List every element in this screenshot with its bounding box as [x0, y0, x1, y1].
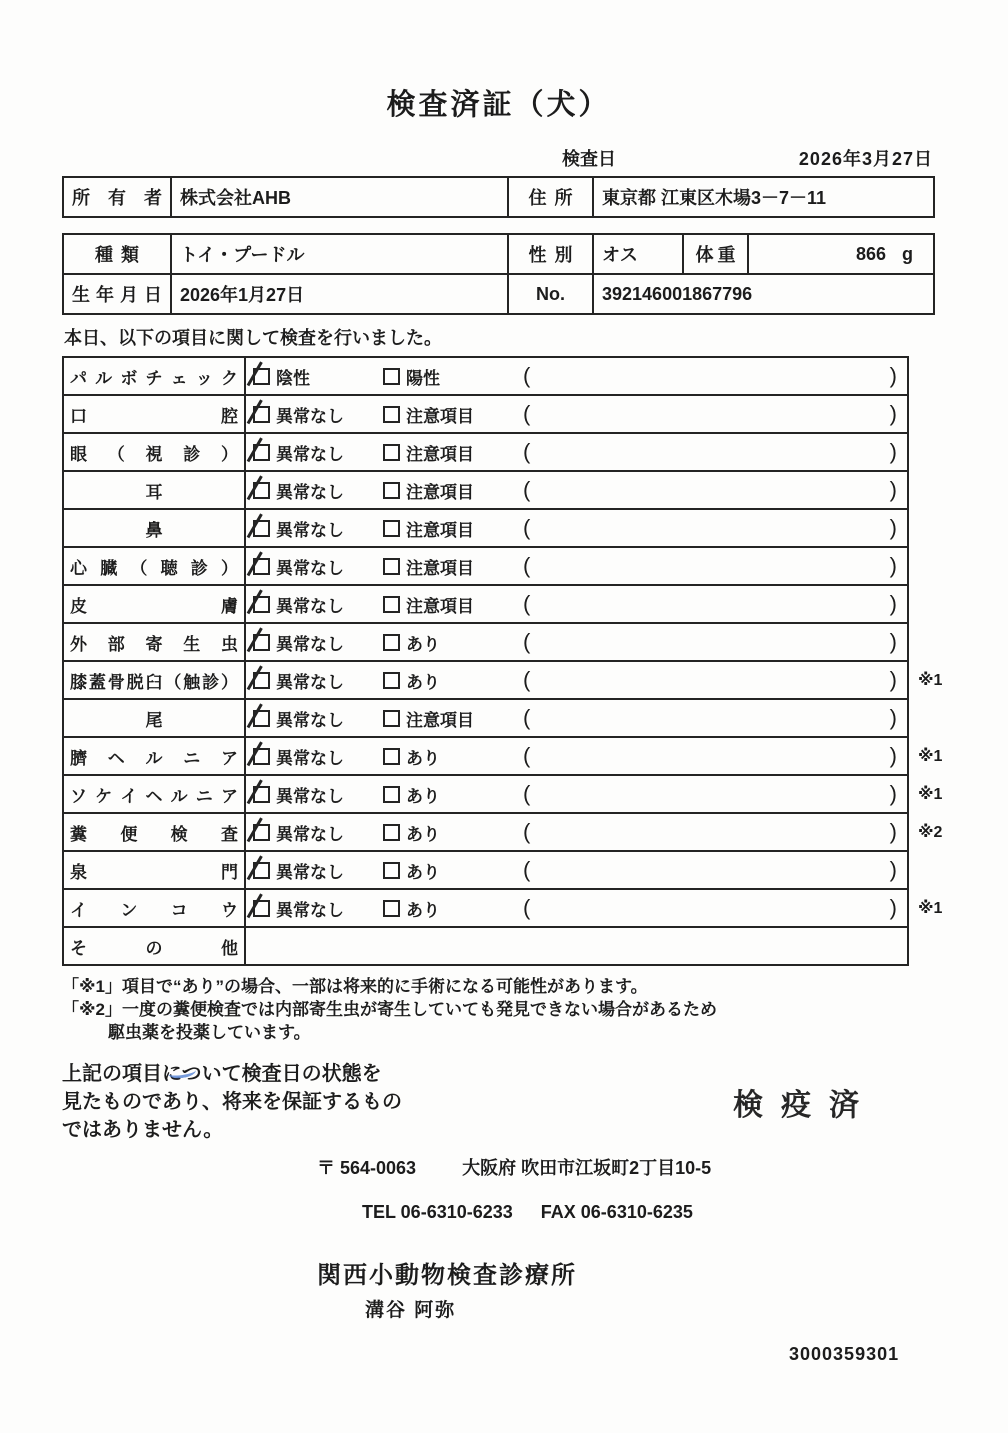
paren-close-char: )	[889, 515, 897, 540]
checklist-row-label: そ の 他	[64, 928, 246, 964]
checkbox-unchecked-icon	[383, 596, 400, 613]
checklist-row-label: 皮 膚	[64, 586, 246, 622]
paren-close-char: )	[889, 819, 897, 844]
checkbox-unchecked-icon	[383, 710, 400, 727]
checklist-option-1	[253, 668, 383, 693]
checkbox-unchecked-icon	[383, 786, 400, 803]
checkbox-unchecked-icon	[383, 558, 400, 575]
paren-close-char: )	[889, 477, 897, 502]
checklist-row-body	[246, 700, 907, 736]
paren-open-char: (	[523, 401, 531, 426]
checklist-option-1-label: 異常なし	[276, 672, 344, 692]
checkbox-checked-icon	[253, 786, 270, 803]
checklist-option-2-label: 注意項目	[406, 558, 474, 578]
checklist-option-2	[383, 668, 513, 693]
paren-open-char: (	[523, 439, 531, 464]
checkbox-checked-icon	[253, 672, 270, 689]
checklist-option-1	[253, 402, 383, 427]
checklist-row-label: 眼 （ 視 診 ）	[64, 434, 246, 470]
owner-table	[62, 176, 935, 218]
checklist-option-2-label: あり	[406, 672, 440, 692]
clinic-address-row	[317, 1154, 935, 1180]
checklist-row	[64, 850, 907, 888]
breed-value: トイ・プードル	[170, 235, 507, 273]
checklist-option-2	[383, 478, 513, 503]
checklist-row	[64, 660, 943, 698]
checklist-option-2	[383, 592, 513, 617]
disclaimer-statement	[62, 1060, 502, 1144]
birth-row	[64, 273, 933, 313]
paren-close-char: )	[889, 439, 897, 464]
checklist-option-2	[383, 858, 513, 883]
checklist-row	[64, 888, 943, 926]
paren-close-char: )	[889, 895, 897, 920]
checkbox-checked-icon	[253, 444, 270, 461]
checkbox-checked-icon	[253, 596, 270, 613]
checklist-row	[64, 470, 907, 508]
checkbox-checked-icon	[253, 406, 270, 423]
checkbox-unchecked-icon	[383, 824, 400, 841]
checklist-row	[64, 926, 907, 964]
row-reference-note: ※1	[918, 900, 943, 917]
inspection-date-label: 検査日	[562, 149, 616, 169]
checkbox-checked-icon	[253, 710, 270, 727]
checklist-option-1-label: 異常なし	[276, 444, 344, 464]
checklist-row-body	[246, 358, 907, 394]
quarantine-stamp: 検疫済	[733, 1089, 877, 1123]
paren-close-char: )	[889, 743, 897, 768]
breed-label: 種類	[95, 245, 147, 265]
checklist-option-1-label: 異常なし	[276, 824, 344, 844]
checklist-option-2-label: 陽性	[406, 368, 440, 388]
page-title: 検査済証（犬）	[386, 89, 611, 121]
checklist-option-2-label: あり	[406, 900, 440, 920]
checklist-option-1-label: 異常なし	[276, 748, 344, 768]
clinic-tel: TEL 06-6310-6233	[362, 1202, 513, 1223]
checklist-option-1	[253, 554, 383, 579]
checklist-option-2-label: 注意項目	[406, 406, 474, 426]
paren-open-char: (	[523, 781, 531, 806]
checklist-row-body	[246, 434, 907, 470]
document-content	[62, 0, 943, 1365]
checkbox-unchecked-icon	[383, 672, 400, 689]
paren-open-char: (	[523, 363, 531, 388]
row-reference-note: ※1	[918, 672, 943, 689]
checklist-row-label: 糞 便 検 査	[64, 814, 246, 850]
checkbox-unchecked-icon	[383, 634, 400, 651]
checklist-row	[64, 358, 907, 394]
checklist-row-label: 耳	[64, 472, 246, 508]
checklist-row-label: 鼻	[64, 510, 246, 546]
checkbox-checked-icon	[253, 520, 270, 537]
owner-label: 所 有 者	[72, 188, 162, 208]
birth-label: 生 年 月 日	[72, 285, 162, 305]
checklist-option-1	[253, 744, 383, 769]
no-value: 392146001867796	[592, 275, 933, 313]
checklist-option-1-label: 異常なし	[276, 786, 344, 806]
checklist-row	[64, 394, 907, 432]
checklist-row-body	[246, 396, 907, 432]
checklist-row-body	[246, 624, 907, 660]
paren-open-char: (	[523, 591, 531, 616]
breed-row	[64, 235, 933, 273]
checkbox-checked-icon	[253, 824, 270, 841]
checkbox-checked-icon	[253, 368, 270, 385]
checklist-row-body	[246, 852, 907, 888]
checklist-option-1-label: 異常なし	[276, 862, 344, 882]
checklist-table	[62, 356, 943, 966]
checklist-option-1-label: 異常なし	[276, 482, 344, 502]
weight-value: 866	[855, 243, 886, 264]
footnote-1: 「※1」項目で“あり”の場合、一部は将来的に手術になる可能性があります。	[62, 977, 648, 996]
checklist-option-1-label: 異常なし	[276, 520, 344, 540]
checklist-option-1-label: 異常なし	[276, 596, 344, 616]
checklist-row-label: 心 臓 （ 聴 診 ）	[64, 548, 246, 584]
checklist-option-2	[383, 744, 513, 769]
checklist-option-2	[383, 706, 513, 731]
paren-open-char: (	[523, 705, 531, 730]
row-reference-note: ※1	[918, 748, 943, 765]
checklist-row-label: 泉 門	[64, 852, 246, 888]
checklist-option-2-label: 注意項目	[406, 710, 474, 730]
checklist-row-label: 膝 蓋 骨 脱 臼 （ 触 診 ）	[64, 662, 246, 698]
checkbox-unchecked-icon	[383, 406, 400, 423]
checklist-row-body	[246, 738, 907, 774]
clinic-name: 関西小動物検査診療所	[317, 1262, 577, 1290]
paren-open-char: (	[523, 553, 531, 578]
checklist-option-2-label: 注意項目	[406, 596, 474, 616]
paren-close-char: )	[889, 781, 897, 806]
paren-close-char: )	[889, 591, 897, 616]
checklist-row-label: ソ ケ イ ヘ ル ニ ア	[64, 776, 246, 812]
checklist-option-2	[383, 516, 513, 541]
checklist-option-1	[253, 896, 383, 921]
checklist-option-2	[383, 782, 513, 807]
checkbox-unchecked-icon	[383, 748, 400, 765]
paren-open-char: (	[523, 743, 531, 768]
paren-open-char: (	[523, 895, 531, 920]
checklist-row	[64, 698, 907, 736]
statement-line-3: ではありません。	[62, 1119, 224, 1142]
footnote-2-continued: 駆虫薬を投薬しています。	[108, 1022, 311, 1042]
paren-close-char: )	[889, 857, 897, 882]
checklist-row-label: 臍 ヘ ル ニ ア	[64, 738, 246, 774]
checklist-row-body	[246, 662, 907, 698]
checklist-option-2-label: 注意項目	[406, 482, 474, 502]
checklist-row	[64, 432, 907, 470]
sex-label: 性別	[507, 235, 592, 273]
paren-open-char: (	[523, 857, 531, 882]
clinic-address: 大阪府 吹田市江坂町2丁目10-5	[462, 1158, 712, 1179]
checklist-option-2	[383, 630, 513, 655]
checklist-option-2-label: あり	[406, 748, 440, 768]
checklist-option-2-label: あり	[406, 824, 440, 844]
checklist-row	[64, 508, 907, 546]
checklist-option-1	[253, 478, 383, 503]
checkbox-unchecked-icon	[383, 444, 400, 461]
checklist-option-2-label: 注意項目	[406, 520, 474, 540]
inspection-date-row	[62, 145, 935, 171]
checklist-row-body	[246, 510, 907, 546]
checkbox-unchecked-icon	[383, 482, 400, 499]
footnote-2: 「※2」一度の糞便検査では内部寄生虫が寄生していても発見できない場合があるため	[62, 999, 717, 1019]
checklist-option-1-label: 異常なし	[276, 900, 344, 920]
birth-value: 2026年1月27日	[170, 275, 507, 313]
checkbox-checked-icon	[253, 862, 270, 879]
checklist-row-label: 尾	[64, 700, 246, 736]
statement-line-2: 見たものであり、将来を保証するもの	[62, 1091, 402, 1114]
paren-open-char: (	[523, 819, 531, 844]
checklist-option-1	[253, 592, 383, 617]
checkbox-unchecked-icon	[383, 520, 400, 537]
checklist-option-2	[383, 402, 513, 427]
checklist-option-1-label: 陰性	[276, 368, 310, 388]
footnotes	[62, 976, 935, 1044]
checklist-option-2	[383, 440, 513, 465]
checklist-option-1-label: 異常なし	[276, 558, 344, 578]
checklist-row	[64, 546, 907, 584]
animal-info-table	[62, 233, 935, 315]
checkbox-unchecked-icon	[383, 900, 400, 917]
checklist-option-1	[253, 782, 383, 807]
checklist-option-1	[253, 820, 383, 845]
clinic-contact-row	[362, 1202, 935, 1223]
no-label: No.	[507, 275, 592, 313]
checklist-row	[64, 774, 943, 812]
checkbox-checked-icon	[253, 748, 270, 765]
checklist-row-label: 外 部 寄 生 虫	[64, 624, 246, 660]
checklist-row-label: イ ン コ ウ	[64, 890, 246, 926]
checklist-option-1	[253, 858, 383, 883]
paren-close-char: )	[889, 629, 897, 654]
checklist-option-2-label: あり	[406, 786, 440, 806]
paren-close-char: )	[889, 363, 897, 388]
checklist-row-body	[246, 928, 907, 964]
checklist-row-body	[246, 890, 907, 926]
inspection-date-value: 2026年3月27日	[798, 149, 933, 169]
checkbox-unchecked-icon	[383, 368, 400, 385]
checklist-row-label: 口 腔	[64, 396, 246, 432]
clinic-fax: FAX 06-6310-6235	[540, 1202, 693, 1223]
paren-close-char: )	[889, 667, 897, 692]
sex-value: オス	[592, 235, 682, 273]
checklist-option-2-label: あり	[406, 862, 440, 882]
paren-close-char: )	[889, 401, 897, 426]
weight-label: 体重	[682, 235, 747, 273]
checklist-option-1	[253, 706, 383, 731]
paren-close-char: )	[889, 705, 897, 730]
checklist-option-1-label: 異常なし	[276, 634, 344, 654]
checklist-option-1	[253, 364, 383, 389]
owner-row	[64, 178, 933, 216]
weight-unit: g	[902, 243, 913, 264]
address-value: 東京都 江東区木場3－7－11	[592, 178, 933, 216]
checklist-option-2	[383, 364, 513, 389]
checklist-option-1-label: 異常なし	[276, 406, 344, 426]
checklist-option-2	[383, 820, 513, 845]
checklist-option-2	[383, 896, 513, 921]
checklist-row-body	[246, 586, 907, 622]
checklist-row-body	[246, 776, 907, 812]
paren-open-char: (	[523, 515, 531, 540]
checklist-row	[64, 736, 943, 774]
checklist-option-1	[253, 630, 383, 655]
paren-open-char: (	[523, 477, 531, 502]
checklist-row	[64, 812, 943, 850]
checklist-row	[64, 622, 907, 660]
address-label: 住所	[507, 178, 592, 216]
checkbox-checked-icon	[253, 634, 270, 651]
paren-close-char: )	[889, 553, 897, 578]
checklist-option-2-label: 注意項目	[406, 444, 474, 464]
checklist-row-body	[246, 472, 907, 508]
row-reference-note: ※2	[918, 824, 943, 841]
checklist-option-1	[253, 440, 383, 465]
checklist-option-2-label: あり	[406, 634, 440, 654]
checklist-row-label: パ ル ボ チ ェ ッ ク	[64, 358, 246, 394]
checklist-row	[64, 584, 907, 622]
checklist-row-body	[246, 814, 907, 850]
intro-text: 本日、以下の項目に関して検査を行いました。	[64, 328, 442, 348]
clinic-representative: 溝谷 阿弥	[365, 1300, 457, 1322]
checkbox-checked-icon	[253, 900, 270, 917]
weight-value-cell	[747, 235, 933, 273]
checklist-option-1	[253, 516, 383, 541]
checklist-option-1-label: 異常なし	[276, 710, 344, 730]
document-number: 3000359301	[789, 1344, 900, 1365]
checklist-option-2	[383, 554, 513, 579]
checkbox-unchecked-icon	[383, 862, 400, 879]
paren-open-char: (	[523, 629, 531, 654]
checklist-row-body	[246, 548, 907, 584]
checkbox-checked-icon	[253, 558, 270, 575]
owner-value: 株式会社AHB	[170, 178, 507, 216]
statement-line-1: 上記の項目について検査日の状態を	[62, 1063, 382, 1086]
clinic-postal-code: 〒 564-0063	[317, 1158, 417, 1179]
row-reference-note: ※1	[918, 786, 943, 803]
paren-open-char: (	[523, 667, 531, 692]
checkbox-checked-icon	[253, 482, 270, 499]
